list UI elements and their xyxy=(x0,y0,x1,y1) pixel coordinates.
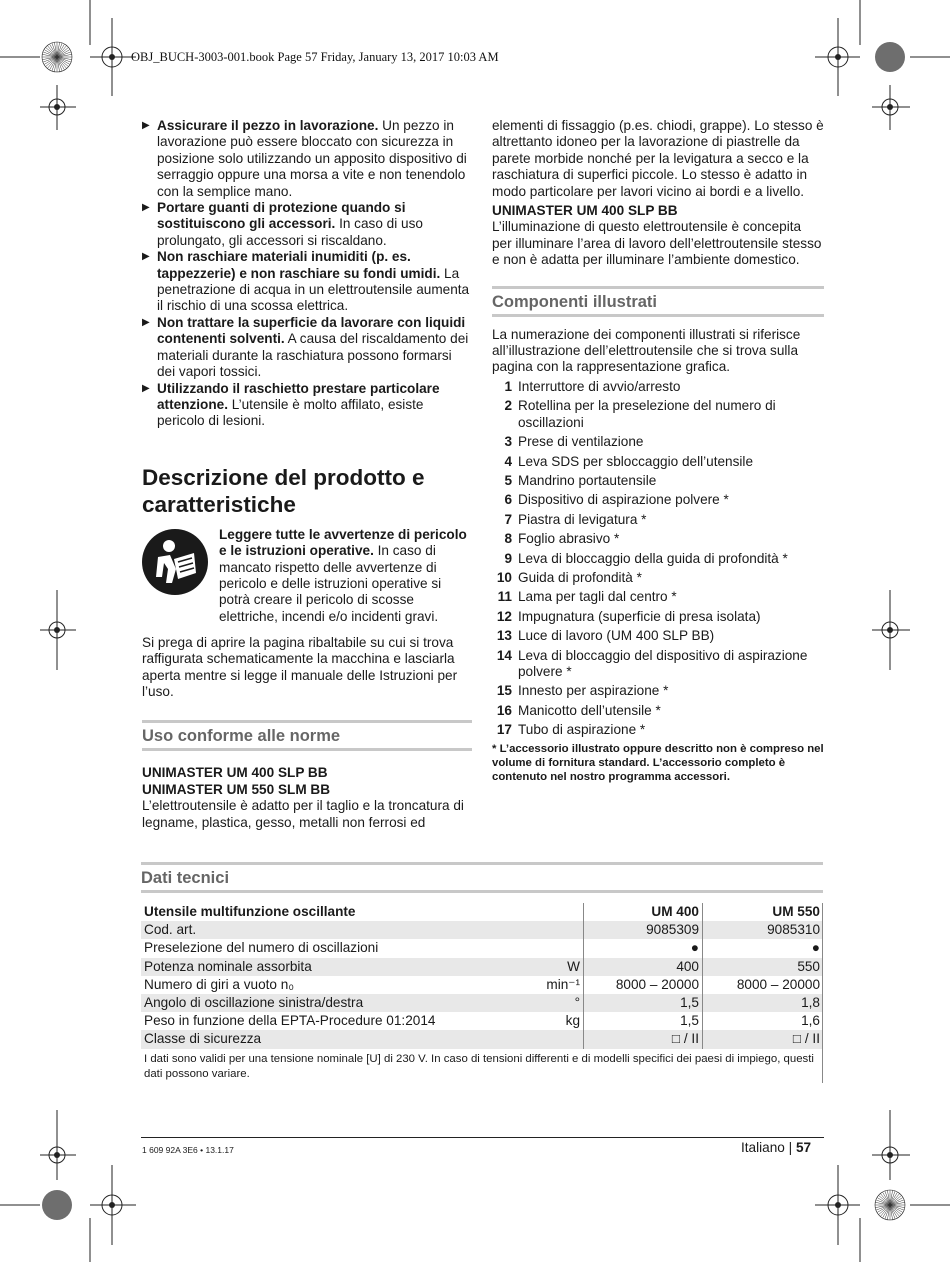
page-footer: Italiano | 57 xyxy=(741,1140,812,1155)
component-item: 9 Leva di bloccaggio della guida di profondità * xyxy=(504,550,788,566)
technical-data-table xyxy=(141,903,823,1049)
section-intended-use: Uso conforme alle norme xyxy=(142,720,472,751)
component-item: 6 Dispositivo di aspirazione polvere * xyxy=(504,492,729,508)
section-technical-data: Dati tecnici xyxy=(141,862,823,893)
component-item: 2 Rotellina per la preselezione del numero di oscillazioni xyxy=(504,398,776,430)
left-column xyxy=(142,118,472,831)
table-row: Utensile multifunzione oscillante UM 400 UM 550 xyxy=(141,903,823,921)
component-item: 8 Foglio abrasivo * xyxy=(504,531,620,547)
component-item: 3 Prese di ventilazione xyxy=(504,434,644,450)
safety-bullet: ▶ Non raschiare materiali inumiditi (p. es. tappezzerie) e non raschiare su fondi umidi. La penetrazione di acqua in un elettroutensile aumenta il rischio di una scossa elettrica. xyxy=(142,249,472,315)
table-row: Cod. art. 9085309 9085310 xyxy=(141,921,823,939)
component-item: 1 Interruttore di avvio/arresto xyxy=(504,378,681,394)
safety-bullet: ▶ Non trattare la superficie da lavorare con liquidi contenenti solventi. A causa del riscaldamento dei materiali durante la raschiatura possono formarsi dei vapori tossici. xyxy=(142,315,472,381)
intended-use-continued: elementi di fissaggio (p.es. chiodi, grappe). Lo stesso è altrettanto idoneo per la lavorazione di piastrelle da parete morbide nonché per la levigatura a secco e la raschiatura di superfici piccole. Lo stesso è adatto in modo particolare per lavori vicino ai bordi e a livello. xyxy=(492,118,824,199)
accessory-note: * L’accessorio illustrato oppure descritto non è compreso nel volume di fornitura standard. L’accessorio completo è contenuto nel nostro programma accessori. xyxy=(492,742,824,783)
model-name: UNIMASTER UM 400 SLP BB xyxy=(142,765,328,781)
component-item: 10 Guida di profondità * xyxy=(496,569,642,585)
right-column xyxy=(492,118,824,784)
component-item: 13 Luce di lavoro (UM 400 SLP BB) xyxy=(496,628,715,644)
component-item: 16 Manicotto dell’utensile * xyxy=(496,702,661,718)
components-intro: La numerazione dei componenti illustrati si riferisce all’illustrazione dell’elettroutensile che si trova sulla pagina con la rappresentazione grafica. xyxy=(492,326,801,375)
component-item: 14 Leva di bloccaggio del dispositivo di aspirazione polvere * xyxy=(496,647,808,679)
read-manual-icon xyxy=(142,529,208,595)
table-row: Peso in funzione della EPTA-Procedure 01:2014 kg 1,5 1,6 xyxy=(141,1012,823,1030)
component-item: 17 Tubo di aspirazione * xyxy=(496,722,646,738)
component-item: 5 Mandrino portautensile xyxy=(504,472,657,488)
safety-bullet: ▶ Portare guanti di protezione quando si sostituiscono gli accessori. In caso di uso prolungato, gli accessori si riscaldano. xyxy=(142,200,472,249)
table-row: Classe di sicurezza □ / II □ / II xyxy=(141,1030,823,1048)
warning-text: Leggere tutte le avvertenze di pericolo e le istruzioni operative. In caso di mancato rispetto delle avvertenze di pericolo e delle istruzioni operative si potrà creare il pericolo di scosse elettriche, incendi e/o incidenti gravi. xyxy=(219,526,467,624)
document-code: 1 609 92A 3E6 • 13.1.17 xyxy=(142,1145,234,1155)
model-name: UNIMASTER UM 400 SLP BB xyxy=(492,203,678,219)
section-heading-description: Descrizione del prodotto e caratteristiche xyxy=(142,464,425,517)
section-components: Componenti illustrati xyxy=(492,286,824,317)
intended-use-text: L’elettroutensile è adatto per il taglio e la troncatura di legname, plastica, gesso, metalli non ferrosi ed xyxy=(142,798,464,830)
table-row: Numero di giri a vuoto n₀ min⁻¹ 8000 – 20000 8000 – 20000 xyxy=(141,976,823,994)
component-item: 12 Impugnatura (superficie di presa isolata) xyxy=(496,608,761,624)
component-item: 11 Lama per tagli dal centro * xyxy=(497,589,677,605)
work-light-text: L’illuminazione di questo elettroutensile è concepita per illuminare l’area di lavoro dell’elettroutensile stesso e non è adatta per illuminare l’ambiente domestico. xyxy=(492,219,822,268)
book-header: OBJ_BUCH-3003-001.book Page 57 Friday, January 13, 2017 10:03 AM xyxy=(131,50,499,64)
component-item: 4 Leva SDS per sbloccaggio dell’utensile xyxy=(504,453,754,469)
safety-bullet: ▶ Utilizzando il raschietto prestare particolare attenzione. L’utensile è molto affilato, esiste pericolo di lesioni. xyxy=(142,381,472,430)
table-row: Potenza nominale assorbita W 400 550 xyxy=(141,958,823,976)
table-row: Preselezione del numero di oscillazioni ● ● xyxy=(141,939,823,957)
table-row: Angolo di oscillazione sinistra/destra ° 1,5 1,8 xyxy=(141,994,823,1012)
safety-bullet: ▶ Assicurare il pezzo in lavorazione. Un pezzo in lavorazione può essere bloccato con sicurezza in posizione solo utilizzando un apposito dispositivo di serraggio oppure una morsa a vite e non tenendolo con la semplice mano. xyxy=(142,118,472,200)
component-item: 15 Innesto per aspirazione * xyxy=(496,683,669,699)
fold-page-text: Si prega di aprire la pagina ribaltabile su cui si trova raffigurata schematicamente la macchina e lasciarla aperta mentre si legge il manuale delle Istruzioni per l’uso. xyxy=(142,634,458,699)
technical-data-note: I dati sono validi per una tensione nominale [U] di 230 V. In caso di tensioni differenti e di modelli specifici dei paesi di impiego, questi dati possono variare. xyxy=(144,1053,814,1080)
safety-bullets xyxy=(142,118,472,430)
model-name: UNIMASTER UM 550 SLM BB xyxy=(142,781,331,797)
components-list xyxy=(492,379,824,739)
component-item: 7 Piastra di levigatura * xyxy=(504,511,647,527)
